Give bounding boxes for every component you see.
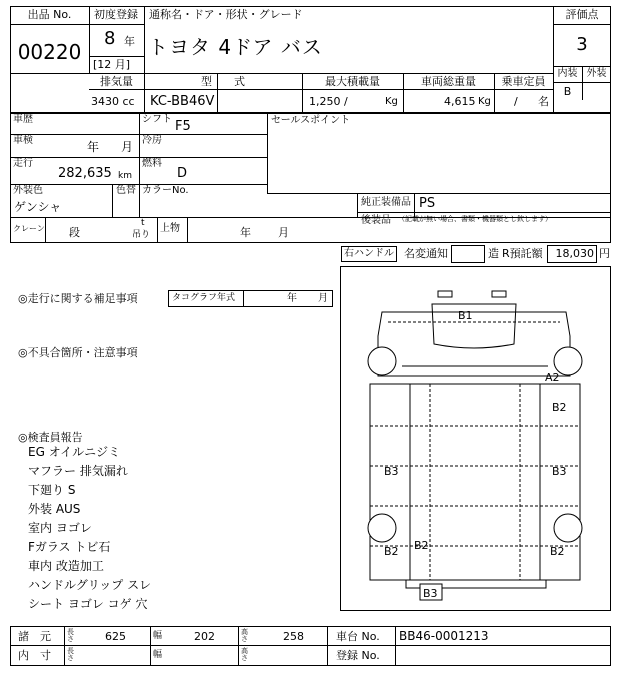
chassis-number: BB46-0001213 bbox=[399, 629, 489, 643]
interior-score: B bbox=[563, 85, 572, 98]
width-label: 幅 bbox=[153, 631, 163, 641]
mark-front-right: A2 bbox=[545, 371, 560, 384]
mileage-label: 走行 bbox=[13, 158, 33, 169]
exterior-label: 外装 bbox=[586, 68, 607, 79]
recycle-value: 18,030 bbox=[555, 247, 594, 260]
genuine-equipment-label: 純正装備品 bbox=[361, 197, 411, 208]
inspector-report-label: ◎検査員報告 bbox=[18, 431, 83, 444]
ac-label: 冷房 bbox=[142, 135, 162, 146]
mark-rear: B3 bbox=[423, 587, 438, 600]
shift-label: シフト bbox=[142, 114, 172, 125]
first-registration-year: 8 bbox=[104, 28, 116, 49]
defects-label: ◎不具合箇所・注意事項 bbox=[18, 346, 138, 359]
max-load-unit: Kg bbox=[385, 96, 398, 107]
displacement-value: 3430 cc bbox=[91, 95, 135, 108]
inspector-item: マフラー 排気漏れ bbox=[28, 464, 128, 478]
body-year: 年 bbox=[240, 226, 251, 239]
inner-width-label: 幅 bbox=[153, 650, 163, 660]
length-value: 625 bbox=[105, 630, 126, 643]
tachograph-label: タコグラフ年式 bbox=[172, 293, 236, 303]
crane-t: t bbox=[141, 218, 145, 228]
max-load-label: 最大積載量 bbox=[325, 75, 380, 88]
recycle-label: R預託額 bbox=[502, 247, 543, 260]
driving-notes-label: ◎走行に関する補足事項 bbox=[18, 292, 138, 305]
inspector-item: 車内 改造加工 bbox=[28, 559, 104, 573]
inner-dimensions-label: 内 寸 bbox=[18, 649, 51, 662]
registration-number-label: 登録 No. bbox=[336, 649, 380, 662]
sales-point-label: セールスポイント bbox=[271, 115, 351, 126]
year-unit: 年 bbox=[124, 35, 135, 48]
inspector-report-list bbox=[28, 446, 258, 617]
inspector-item: 外装 AUS bbox=[28, 502, 81, 516]
body-label: 上物 bbox=[160, 223, 180, 234]
mark-right-rear: B2 bbox=[550, 545, 565, 558]
front-left-wheel-icon bbox=[368, 347, 396, 375]
length-label: 長さ bbox=[67, 628, 74, 643]
right-mirror-icon bbox=[492, 291, 506, 297]
steering-side-box: 右ハンドル bbox=[341, 246, 397, 262]
mark-left-mid: B3 bbox=[384, 465, 399, 478]
height-value: 258 bbox=[283, 630, 304, 643]
name-change-label: 名変通知 bbox=[404, 247, 448, 260]
grade-label: 評価点 bbox=[565, 8, 599, 21]
first-registration-month: [12 月] bbox=[93, 58, 131, 71]
crane-hang: 吊り bbox=[132, 230, 151, 240]
name-change-box bbox=[451, 245, 485, 263]
interior-label: 内装 bbox=[557, 68, 578, 79]
mark-right-upper: B2 bbox=[552, 401, 567, 414]
inspector-item: 室内 ヨゴレ bbox=[28, 521, 92, 535]
tachograph-year: 年 bbox=[287, 293, 297, 304]
capacity-label: 乗車定員 bbox=[501, 75, 546, 88]
height-label: 高さ bbox=[241, 628, 248, 643]
inspector-item: ハンドルグリップ スレ bbox=[28, 578, 152, 592]
crane-stage: 段 bbox=[69, 226, 80, 239]
inner-height-label: 高さ bbox=[241, 647, 248, 662]
lot-number-label: 出品 No. bbox=[27, 8, 72, 21]
mark-right-mid: B3 bbox=[552, 465, 567, 478]
inspector-item: シート ヨゴレ コゲ 穴 bbox=[28, 597, 148, 611]
mark-left-rear: B2 bbox=[384, 545, 399, 558]
color-change-label: 色替 bbox=[116, 185, 136, 196]
inspector-item: Fガラス トビ石 bbox=[28, 540, 111, 554]
max-load-value: 1,250 / bbox=[309, 95, 348, 108]
chassis-number-label: 車台 No. bbox=[336, 630, 380, 643]
deposit-label: 造 bbox=[488, 247, 499, 260]
width-value: 202 bbox=[194, 630, 215, 643]
gross-weight-unit: Kg bbox=[478, 96, 491, 107]
displacement-label: 排気量 bbox=[100, 75, 133, 88]
genuine-equipment-value: PS bbox=[419, 196, 436, 211]
mark-front-glass: B1 bbox=[458, 309, 473, 322]
model-label: 型 式 bbox=[201, 75, 245, 88]
mark-rear-left-inner: B2 bbox=[414, 539, 429, 552]
aftermarket-note: （記載が無い場合、書類・機器類とし欽します） bbox=[398, 215, 552, 223]
left-mirror-icon bbox=[438, 291, 452, 297]
exterior-color-value: ゲンシャ bbox=[14, 200, 62, 214]
gross-weight-value: 4,615 bbox=[444, 95, 476, 108]
first-registration-label: 初度登録 bbox=[94, 8, 138, 21]
inspector-item: EG オイルニジミ bbox=[28, 445, 121, 459]
fuel-value: D bbox=[177, 166, 188, 181]
tachograph-month: 月 bbox=[318, 293, 328, 304]
inspection-year: 年 bbox=[87, 140, 100, 154]
inspection-label: 車検 bbox=[13, 135, 33, 146]
exterior-color-label: 外装色 bbox=[13, 185, 43, 196]
crane-label: クレーン bbox=[13, 224, 45, 233]
footer-block bbox=[10, 626, 611, 666]
capacity-unit: 名 bbox=[538, 95, 549, 108]
lot-number: 00220 bbox=[17, 40, 82, 64]
mileage-value: 282,635 bbox=[58, 166, 112, 181]
capacity-value: / bbox=[514, 95, 518, 108]
inner-length-label: 長さ bbox=[67, 647, 74, 662]
fuel-label: 燃料 bbox=[142, 158, 162, 169]
inspector-item: 下廻り S bbox=[28, 483, 76, 497]
rear-left-wheel-icon bbox=[368, 514, 396, 542]
recycle-unit: 円 bbox=[599, 247, 610, 260]
color-number-label: カラーNo. bbox=[142, 185, 189, 196]
shift-value: F5 bbox=[175, 119, 191, 134]
grade-value: 3 bbox=[576, 34, 588, 55]
front-glass-icon bbox=[432, 304, 516, 348]
aftermarket-label: 後装品 bbox=[361, 215, 391, 226]
vehicle-damage-diagram bbox=[340, 266, 614, 612]
history-label: 車歴 bbox=[13, 114, 33, 125]
vehicle-name: トヨタ 4ドア バス bbox=[148, 35, 323, 59]
model-value: KC-BB46V bbox=[150, 94, 215, 109]
dimensions-label: 諸 元 bbox=[18, 630, 51, 643]
gross-weight-label: 車両総重量 bbox=[421, 75, 476, 88]
inspection-month: 月 bbox=[121, 140, 134, 154]
rear-right-wheel-icon bbox=[554, 514, 582, 542]
body-month: 月 bbox=[278, 226, 289, 239]
mileage-unit: km bbox=[118, 171, 132, 181]
vehicle-name-label: 通称名・ドア・形状・グレード bbox=[149, 8, 303, 21]
